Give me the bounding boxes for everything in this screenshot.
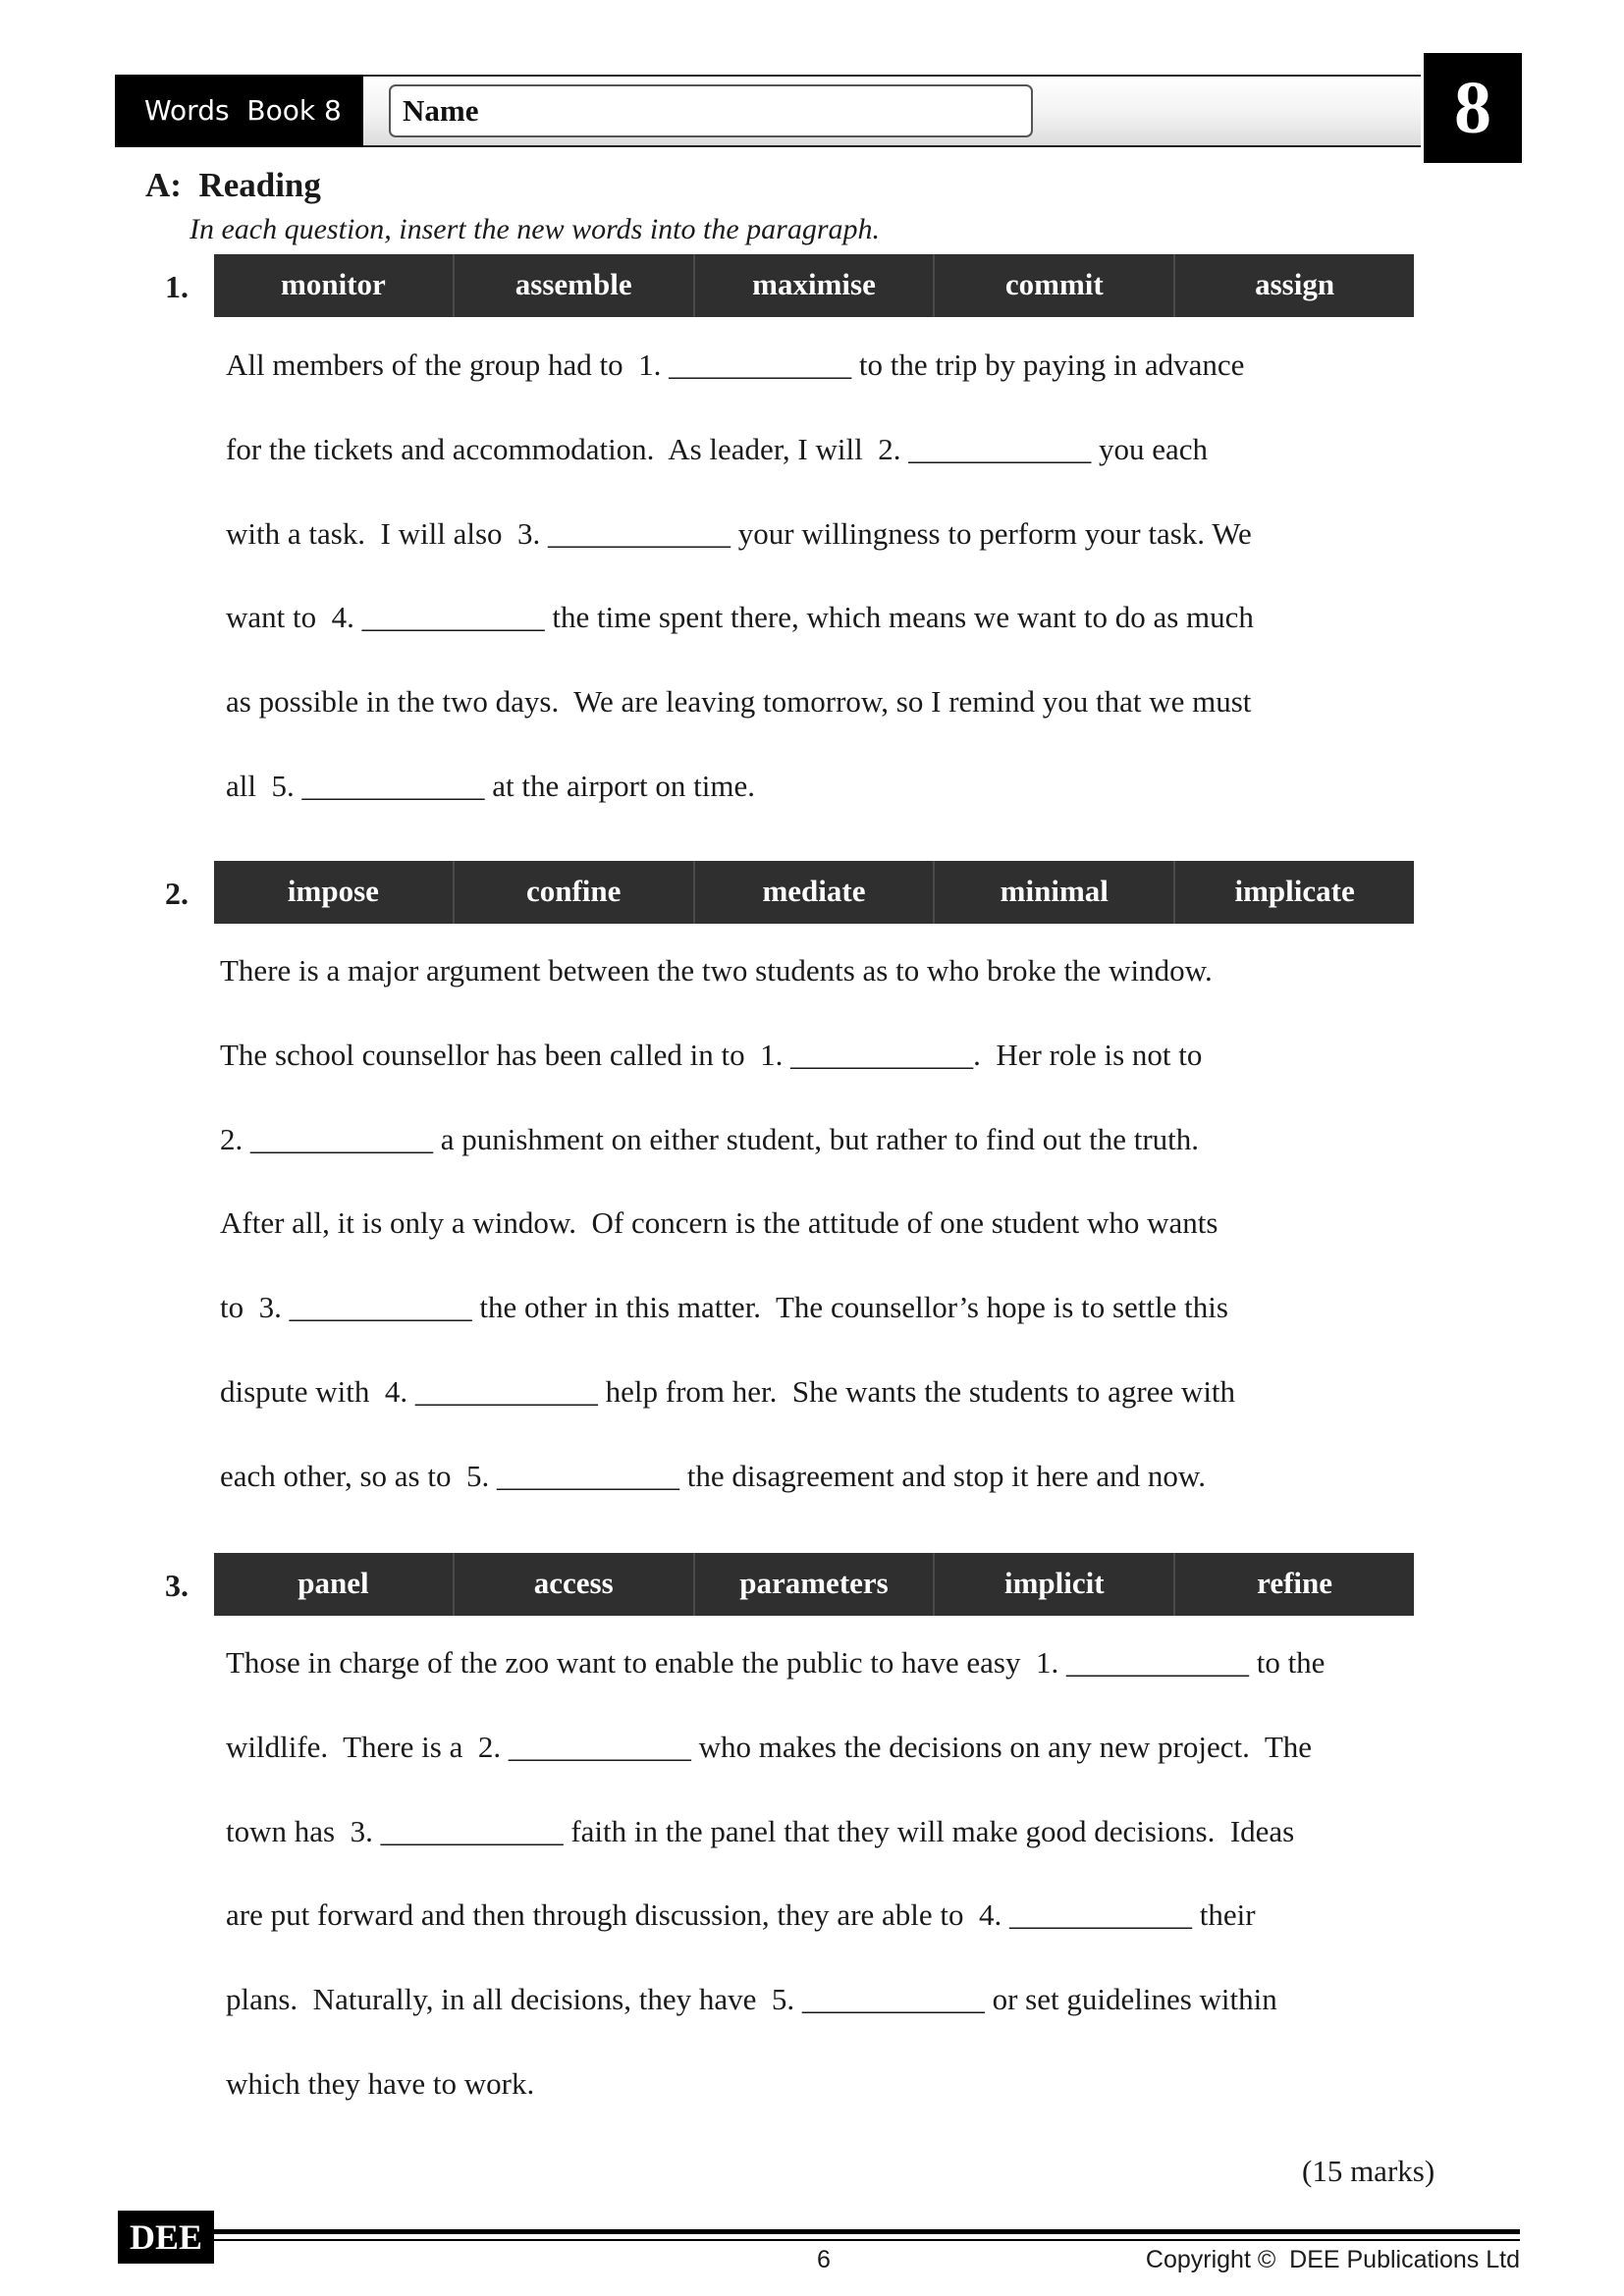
name-field[interactable] [389,84,1033,137]
book-title: Words Book 8 [115,75,363,147]
paragraph-line: are put forward and then through discussion, they are able to 4. ____________ their [226,1897,1256,1932]
word-bank-1 [214,254,1414,317]
unit-number: 8 [1424,53,1522,163]
word-bank-item: implicit [935,1553,1175,1616]
question-number-2: 2. [165,876,189,911]
paragraph-line: as possible in the two days. We are leaving tomorrow, so I remind you that we must [226,684,1252,719]
word-bank-3 [214,1553,1414,1616]
word-bank-item: assemble [455,254,695,317]
paragraph-line: town has 3. ____________ faith in the panel that they will make good decisions. Ideas [226,1814,1295,1848]
word-bank-item: access [455,1553,695,1616]
question-number-1: 1. [165,269,189,304]
question-number-3: 3. [165,1568,189,1603]
paragraph-line: There is a major argument between the two students as to who broke the window. [220,953,1213,988]
paragraph-line: wildlife. There is a 2. ____________ who makes the decisions on any new project. The [226,1730,1313,1764]
page-number: 6 [817,2246,831,2273]
paragraph-line: each other, so as to 5. ____________ the disagreement and stop it here and now. [220,1459,1207,1493]
word-bank-item: parameters [695,1553,936,1616]
paragraph-line: The school counsellor has been called in to 1. ____________. Her role is not to [220,1038,1203,1072]
word-bank-item: maximise [695,254,936,317]
paragraph-line: All members of the group had to 1. ____________ to the trip by paying in advance [226,347,1245,382]
paragraph-line: which they have to work. [226,2066,535,2101]
paragraph-line: After all, it is only a window. Of concern is the attitude of one student who wants [220,1205,1218,1240]
paragraph-line: all 5. ____________ at the airport on time. [226,769,755,803]
word-bank-item: minimal [935,861,1175,924]
publisher-logo: DEE [118,2211,214,2264]
paragraph-line: to 3. ____________ the other in this matter. The counsellor’s hope is to settle this [220,1290,1228,1324]
word-bank-2 [214,861,1414,924]
word-bank-item: mediate [695,861,936,924]
name-label: Name [403,93,479,128]
word-bank-item: monitor [214,254,455,317]
paragraph-line: Those in charge of the zoo want to enable the public to have easy 1. ____________ to the [226,1645,1326,1680]
word-bank-item: assign [1255,267,1335,301]
paragraph-line: 2. ____________ a punishment on either student, but rather to find out the truth. [220,1122,1200,1156]
word-bank-item: impose [214,861,455,924]
section-title: A: Reading [145,166,321,204]
footer-rule [214,2229,1520,2234]
word-bank-item: refine [1257,1566,1333,1600]
paragraph-line: with a task. I will also 3. ____________ your willingness to perform your task. We [226,516,1252,551]
instructions: In each question, insert the new words into the paragraph. [189,213,881,245]
paragraph-line: want to 4. ____________ the time spent there, which means we want to do as much [226,600,1254,634]
word-bank-item: confine [455,861,695,924]
paragraph-line: plans. Naturally, in all decisions, they have 5. ____________ or set guidelines within [226,1982,1277,2016]
marks-total: (15 marks) [1302,2154,1435,2188]
word-bank-item: panel [214,1553,455,1616]
footer-rule-thin [214,2239,1520,2241]
paragraph-line: dispute with 4. ____________ help from her. She wants the students to agree with [220,1374,1236,1409]
word-bank-item: commit [935,254,1175,317]
word-bank-item: implicate [1234,874,1355,908]
copyright-notice: Copyright © DEE Publications Ltd [1145,2246,1520,2273]
paragraph-line: for the tickets and accommodation. As leader, I will 2. ____________ you each [226,432,1208,466]
